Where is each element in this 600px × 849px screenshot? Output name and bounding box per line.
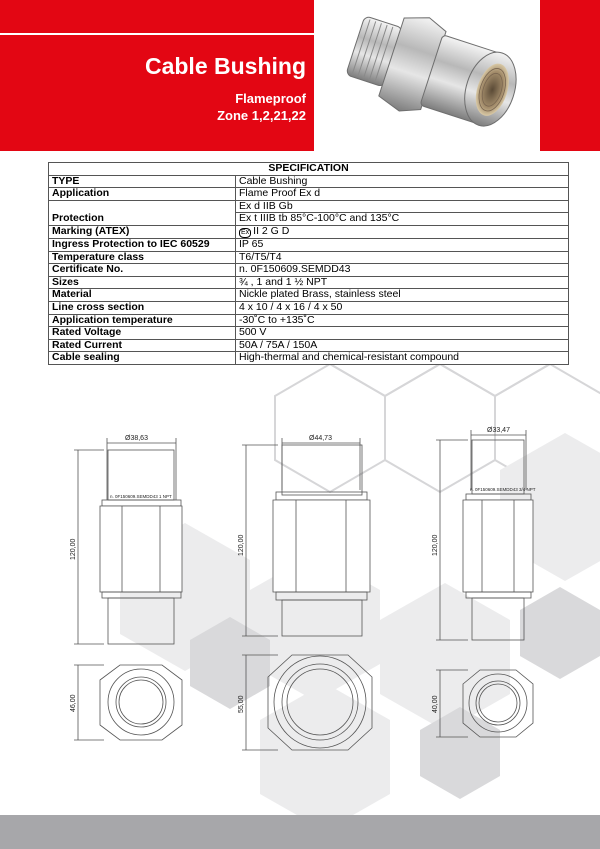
spec-key: Rated Voltage bbox=[49, 327, 236, 340]
spec-key: Certificate No. bbox=[49, 264, 236, 277]
spec-value: 4 x 10 / 4 x 16 / 4 x 50 bbox=[236, 301, 569, 314]
technical-drawings bbox=[0, 415, 600, 815]
spec-key: Protection bbox=[49, 200, 236, 225]
drawing-1-side-view bbox=[74, 438, 182, 644]
drawing-2-length: 120,00 bbox=[238, 534, 245, 556]
table-row bbox=[49, 264, 569, 277]
spec-value-marking bbox=[236, 225, 569, 238]
spec-value: IP 65 bbox=[236, 238, 569, 251]
spec-value: 50A / 75A / 150A bbox=[236, 339, 569, 352]
table-row bbox=[49, 276, 569, 289]
spec-value: -30˚C to +135˚C bbox=[236, 314, 569, 327]
corner-accent bbox=[540, 0, 600, 151]
table-row bbox=[49, 352, 569, 365]
spec-value: ¾ , 1 and 1 ½ NPT bbox=[236, 276, 569, 289]
ex-mark-icon: Ex bbox=[241, 228, 250, 236]
drawing-3-length: 120,00 bbox=[432, 534, 439, 556]
spec-key: Marking (ATEX) bbox=[49, 225, 236, 238]
drawing-1-engraving: n. 0F150609.SEMDD43 1 NPT bbox=[110, 494, 172, 499]
spec-key: Application temperature bbox=[49, 314, 236, 327]
drawing-2-diameter: Ø44,73 bbox=[309, 435, 332, 442]
table-row bbox=[49, 301, 569, 314]
table-row bbox=[49, 289, 569, 302]
drawing-2-end-view bbox=[242, 655, 372, 750]
banner-divider bbox=[0, 33, 314, 35]
drawing-3-hex: 40,00 bbox=[432, 695, 439, 713]
table-row bbox=[49, 314, 569, 327]
drawing-3-end-view bbox=[436, 670, 533, 737]
spec-key: Line cross section bbox=[49, 301, 236, 314]
spec-key: TYPE bbox=[49, 175, 236, 188]
drawing-3-side-view bbox=[436, 430, 533, 640]
spec-key: Rated Current bbox=[49, 339, 236, 352]
drawing-2-side-view bbox=[242, 438, 370, 636]
spec-key: Ingress Protection to IEC 60529 bbox=[49, 238, 236, 251]
table-row bbox=[49, 251, 569, 264]
subtitle-zone: Zone 1,2,21,22 bbox=[217, 108, 306, 123]
spec-value: n. 0F150609.SEMDD43 bbox=[236, 264, 569, 277]
spec-key: Sizes bbox=[49, 276, 236, 289]
spec-value: High-thermal and chemical-resistant compound bbox=[236, 352, 569, 365]
title-banner bbox=[0, 0, 314, 151]
spec-key: Temperature class bbox=[49, 251, 236, 264]
spec-value: 500 V bbox=[236, 327, 569, 340]
drawing-3-diameter: Ø33,47 bbox=[487, 427, 510, 434]
drawing-1-diameter: Ø38,63 bbox=[125, 435, 148, 442]
spec-key: Application bbox=[49, 188, 236, 201]
product-photo bbox=[330, 0, 538, 151]
table-row bbox=[49, 188, 569, 201]
table-row bbox=[49, 175, 569, 188]
page-title: Cable Bushing bbox=[144, 53, 306, 79]
drawing-3-engraving: n. 0F150609.SEMDD43 3/4 NPT bbox=[470, 487, 536, 492]
table-row bbox=[49, 339, 569, 352]
subtitle-flameproof: Flameproof bbox=[235, 91, 306, 106]
footer-bar bbox=[0, 815, 600, 849]
spec-heading: SPECIFICATION bbox=[49, 163, 569, 176]
table-row bbox=[49, 238, 569, 251]
drawing-1-length: 120,00 bbox=[70, 538, 77, 560]
marking-text: II 2 G D bbox=[253, 224, 290, 237]
spec-value: Nickle plated Brass, stainless steel bbox=[236, 289, 569, 302]
drawing-1-hex: 46,00 bbox=[70, 694, 77, 712]
table-row bbox=[49, 327, 569, 340]
spec-key: Material bbox=[49, 289, 236, 302]
specification-table bbox=[48, 162, 569, 365]
spec-value: Cable Bushing bbox=[236, 175, 569, 188]
spec-value: T6/T5/T4 bbox=[236, 251, 569, 264]
table-row bbox=[49, 200, 569, 213]
drawing-1-end-view bbox=[74, 665, 182, 740]
spec-value: Ex t IIIB tb 85°C-100°C and 135°C bbox=[236, 213, 569, 226]
spec-value: Flame Proof Ex d bbox=[236, 188, 569, 201]
spec-key: Cable sealing bbox=[49, 352, 236, 365]
table-row bbox=[49, 225, 569, 238]
spec-value: Ex d IIB Gb bbox=[236, 200, 569, 213]
drawing-2-hex: 55,00 bbox=[238, 695, 245, 713]
